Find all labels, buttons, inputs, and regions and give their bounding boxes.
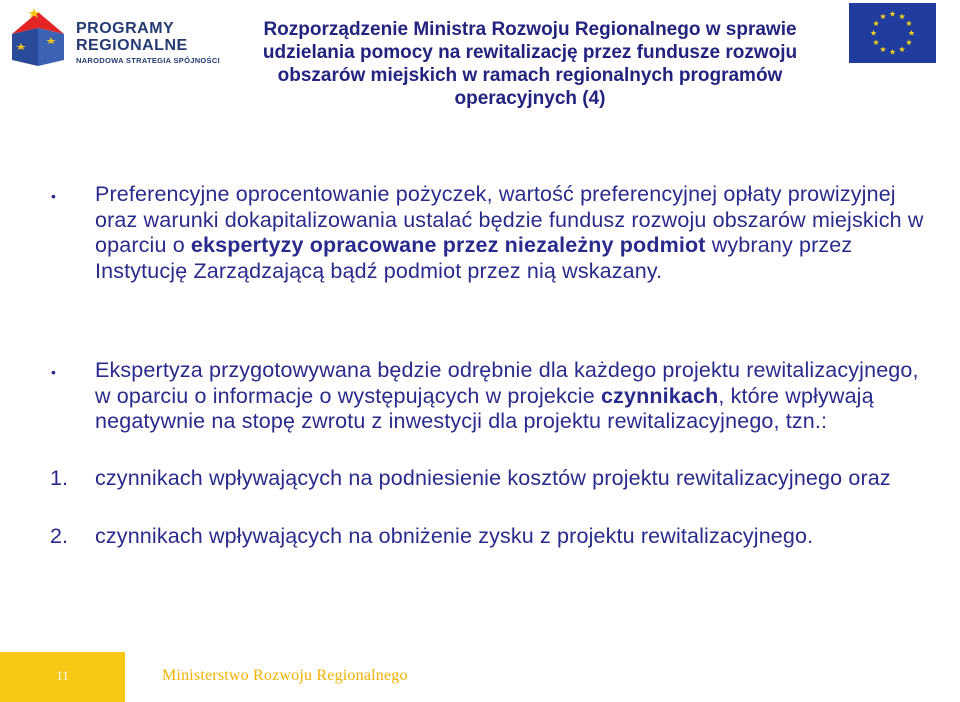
bullet2-text-start: Ekspertyza przygotowywana będzie odrębnie dla każdego projektu rewitalizacyjnego, w oparciu o informacje o występujących w projekcie <box>95 358 919 408</box>
logo-line1: PROGRAMY <box>76 20 175 37</box>
bullet-paragraph-1 <box>95 182 925 284</box>
bullet1-bold-phrase: ekspertyzy opracowane przez niezależny podmiot <box>190 233 706 257</box>
list-number-1: 1. <box>50 466 68 490</box>
logo-line2: REGIONALNE <box>76 37 188 54</box>
bullet2-text-end: , które wpływają negatywnie na stopę zwrotu z inwestycji dla projektu rewitalizacyjnego, tzn.: <box>95 383 874 433</box>
logo-emblem-icon <box>8 4 70 70</box>
eu-flag-icon <box>849 3 936 63</box>
bullet1-text-end: wybrany przez Instytucję Zarządzającą bądź podmiot przez nią wskazany. <box>95 233 853 283</box>
page-number: 11 <box>56 668 69 683</box>
bullet1-text-start: Preferencyjne oprocentowanie pożyczek, wartość preferencyjnej opłaty prowizyjnej oraz warunki dokapitalizowania ustalać będzie fundusz rozwoju obszarów miejskich w oparciu o <box>95 182 924 257</box>
list-number-2: 2. <box>50 524 68 548</box>
bullet-paragraph-2 <box>95 358 925 435</box>
logo-line3: NARODOWA STRATEGIA SPÓJNOŚCI <box>76 56 220 65</box>
programy-regionalne-logo <box>8 4 218 70</box>
bullet-dot: • <box>51 188 56 204</box>
list-item-1: czynnikach wpływających na podniesienie kosztów projektu rewitalizacyjnego oraz <box>95 466 891 490</box>
bullet2-bold-phrase: czynnikach <box>600 383 719 408</box>
ministry-name: Ministerstwo Rozwoju Regionalnego <box>162 667 408 684</box>
slide-title: Rozporządzenie Ministra Rozwoju Regionalnego w sprawie udzielania pomocy na rewitalizację przez fundusze rozwoju obszarów miejskich w ramach regionalnych programów operacyjnych (4) <box>262 19 798 109</box>
list-item-2: czynnikach wpływających na obniżenie zysku z projektu rewitalizacyjnego. <box>95 524 814 548</box>
bullet-dot: • <box>51 364 56 380</box>
